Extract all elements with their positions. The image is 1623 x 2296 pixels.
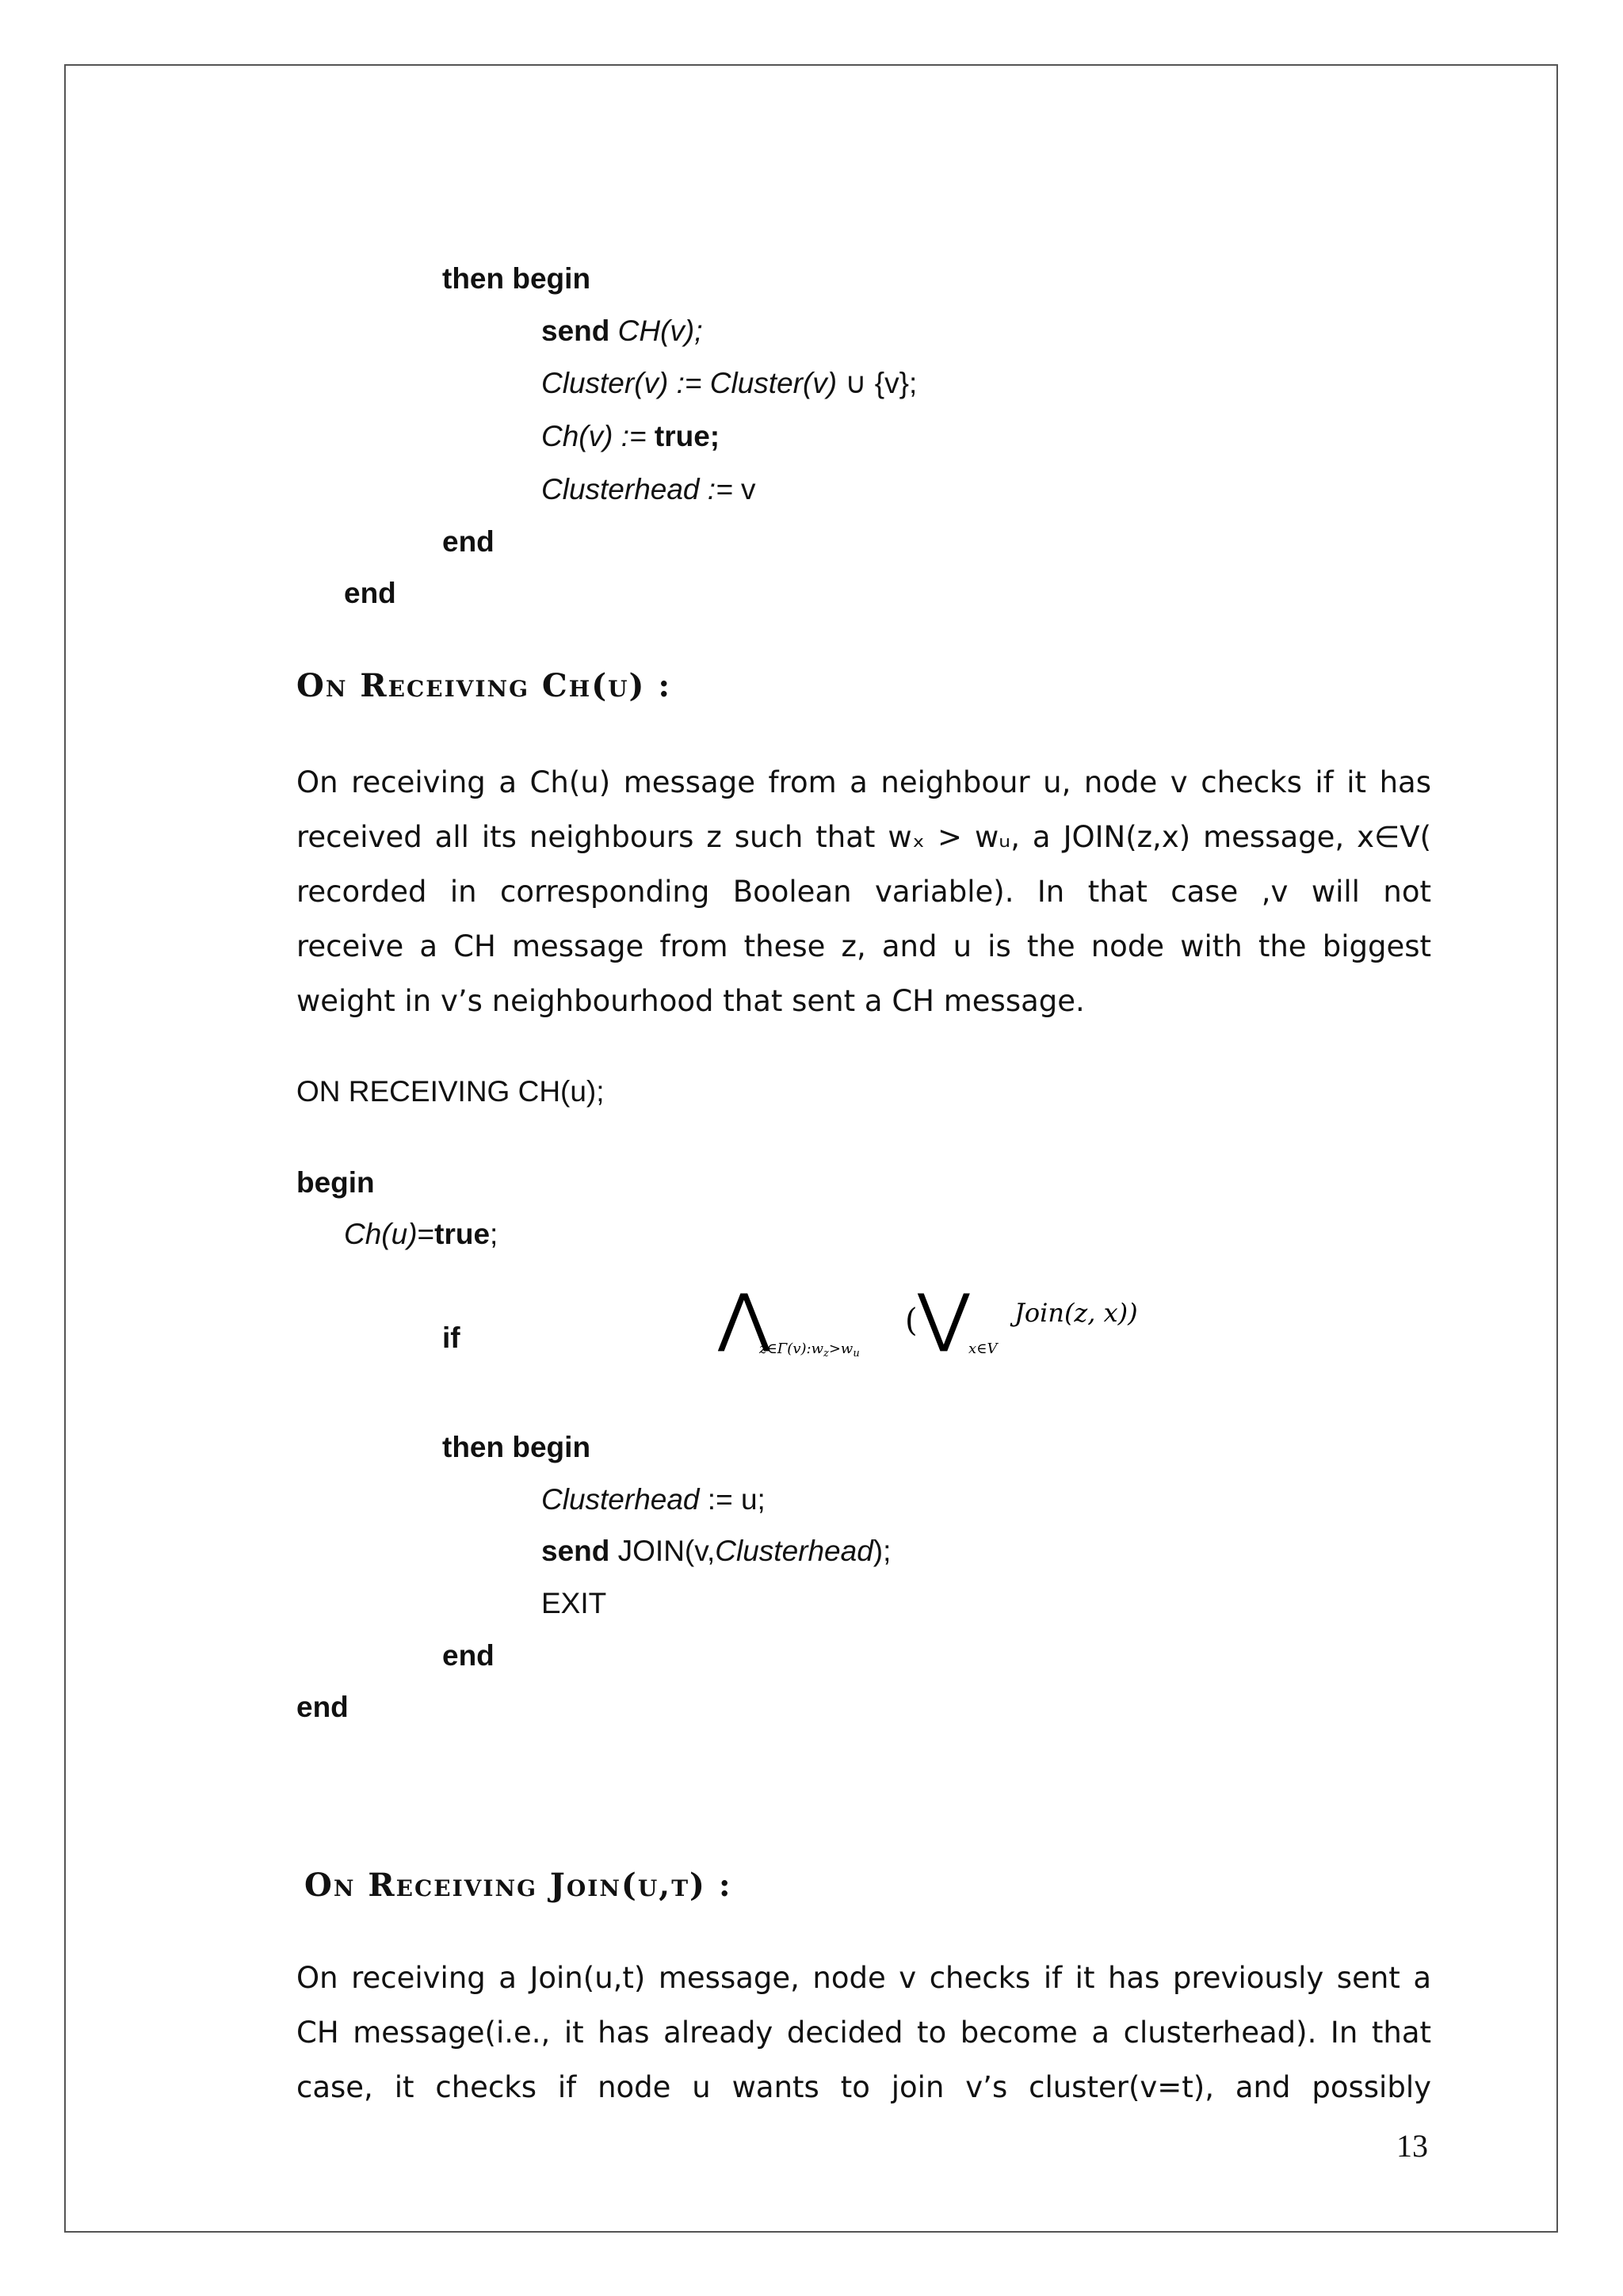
equals-sign: = xyxy=(417,1218,435,1250)
cluster-assign-lhs: Cluster(v) := Cluster(v) xyxy=(541,367,838,399)
semicolon: ; xyxy=(490,1218,498,1250)
join-term: Join(z, x)) xyxy=(1014,1298,1138,1328)
end-outer-keyword: end xyxy=(296,1691,349,1723)
exit-statement: EXIT xyxy=(541,1587,607,1619)
then-begin-keyword: then begin xyxy=(442,1431,591,1463)
cluster-assign-statement xyxy=(541,366,917,401)
big-or-symbol: ⋁ xyxy=(918,1290,970,1354)
paragraph-receiving-join xyxy=(296,1951,1431,2115)
end-inner-keyword: end xyxy=(442,1639,495,1672)
ch-assign-statement xyxy=(541,419,720,454)
cluster-union-rhs: ∪ {v}; xyxy=(837,367,918,399)
send-keyword: send xyxy=(541,315,610,347)
ch-assign-lhs: Ch(v) := xyxy=(541,420,647,452)
true-keyword: true xyxy=(434,1218,491,1250)
paragraph-line: case, it checks if node u wants to join v’s cluster(v=t), and possibly xyxy=(296,2070,1431,2104)
join-call-prefix: JOIN(v, xyxy=(609,1535,716,1567)
assign-u: := u; xyxy=(699,1483,766,1516)
paragraph-line: weight in v’s neighbourhood that sent a CH message. xyxy=(296,984,1085,1018)
paragraph-line: receive a CH message from these z, and u is the node with the biggest xyxy=(296,929,1431,963)
paragraph-line: CH message(i.e., it has already decided to become a clusterhead). In that xyxy=(296,2016,1431,2050)
join-call-clusterhead: Clusterhead xyxy=(715,1535,873,1567)
paragraph-line: On receiving a Join(u,t) message, node v checks if it has previously sent a xyxy=(296,1961,1431,1995)
paragraph-line: received all its neighbours z such that wₓ > wᵤ, a JOIN(z,x) message, x∈V( xyxy=(296,820,1431,854)
conjunction-formula xyxy=(718,1290,1146,1361)
then-begin-keyword: then begin xyxy=(442,262,591,295)
section-heading-receiving-join: On Receiving Join(u,t) : xyxy=(304,1867,732,1904)
join-call-suffix: ); xyxy=(873,1535,892,1567)
big-and-symbol: ⋀ xyxy=(718,1290,770,1354)
page-number: 13 xyxy=(1396,2128,1428,2164)
and-subscript: $z\in\Gamma(v):w_z>w_u$ xyxy=(759,1341,860,1360)
end-inner-keyword: end xyxy=(442,525,495,558)
end-outer-keyword: end xyxy=(344,577,396,609)
ch-u-assign-statement xyxy=(344,1217,498,1252)
code-title: ON RECEIVING CH(u); xyxy=(296,1075,605,1108)
clusterhead-assign-statement xyxy=(541,472,755,507)
or-subscript: x∈V xyxy=(968,1341,998,1357)
clusterhead-assign-value: v xyxy=(732,473,756,505)
open-paren: ( xyxy=(905,1302,918,1339)
send-join-statement xyxy=(541,1534,891,1569)
paragraph-line: recorded in corresponding Boolean variable). In that case ,v will not xyxy=(296,875,1431,909)
send-keyword: send xyxy=(541,1535,610,1567)
section-heading-receiving-ch: On Receiving Ch(u) : xyxy=(296,667,672,704)
paragraph-receiving-ch xyxy=(296,755,1431,1028)
clusterhead-variable: Clusterhead xyxy=(541,1483,700,1516)
paragraph-line: On receiving a Ch(u) message from a neighbour u, node v checks if it has xyxy=(296,765,1431,799)
begin-keyword: begin xyxy=(296,1166,375,1199)
ch-true-value: true; xyxy=(646,420,720,452)
if-keyword: if xyxy=(442,1322,460,1354)
send-argument: CH(v); xyxy=(617,315,703,347)
clusterhead-assign-lhs: Clusterhead := xyxy=(541,473,733,505)
send-ch-statement xyxy=(541,314,703,349)
ch-u-variable: Ch(u) xyxy=(344,1218,418,1250)
clusterhead-assign-statement xyxy=(541,1482,766,1517)
